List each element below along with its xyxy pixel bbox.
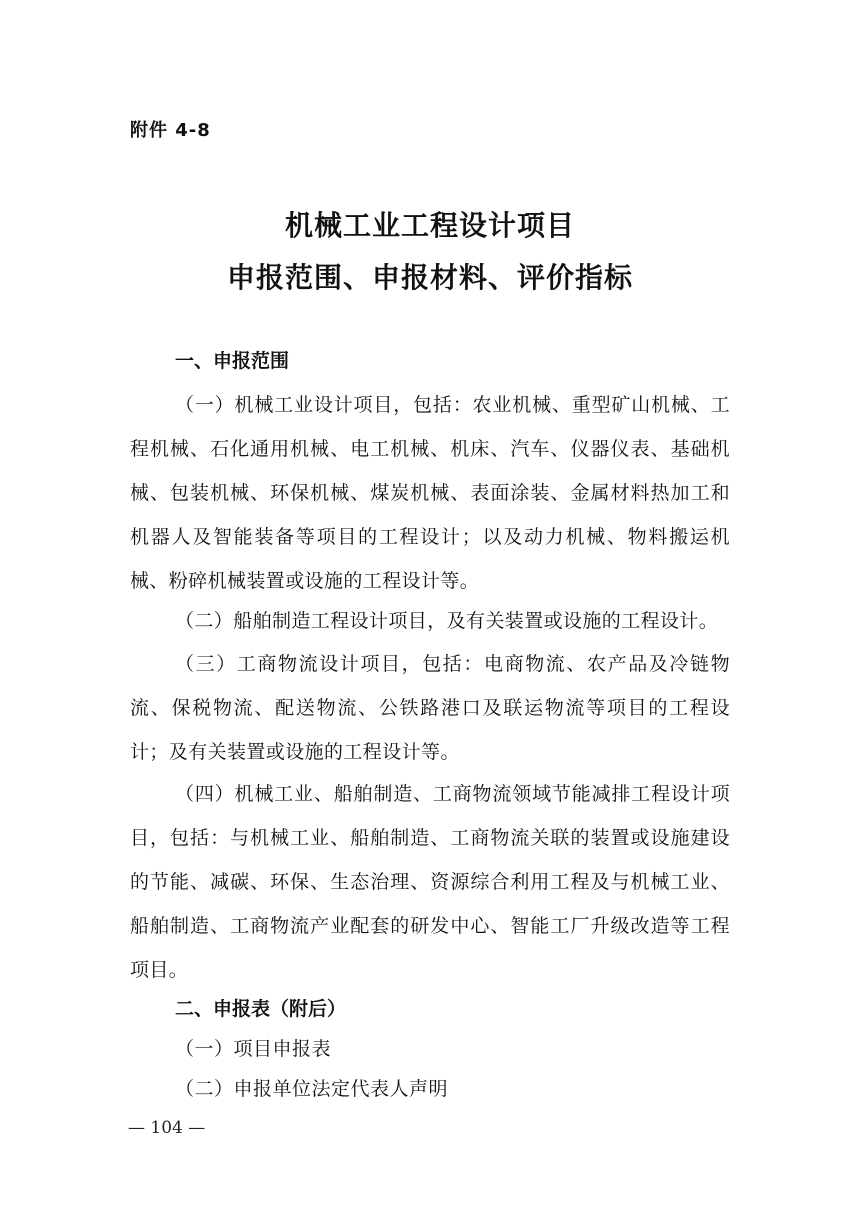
section2-item-2: （二）申报单位法定代表人声明 [175, 1078, 449, 1100]
page-number: — 104 — [128, 1118, 206, 1138]
section2-item-1: （一）项目申报表 [175, 1038, 332, 1060]
section1-paragraph-3: （三）工商物流设计项目，包括：电商物流、农产品及冷链物流、保税物流、配送物流、公铁路港口及联运物流等项目的工程设计；及有关装置或设施的工程设计等。 [130, 653, 730, 763]
section1-paragraph-1: （一）机械工业设计项目，包括：农业机械、重型矿山机械、工程机械、石化通用机械、电工机械、机床、汽车、仪器仪表、基础机械、包装机械、环保机械、煤炭机械、表面涂装、金属材料热加工和机器人及智能装备等项目的工程设计；以及动力机械、物料搬运机械、粉碎机械装置或设施的工程设计等。 [130, 394, 730, 592]
attachment-label: 附件 4-8 [130, 120, 211, 141]
document-title-line2: 申报范围、申报材料、评价指标 [226, 261, 633, 294]
section2-heading: 二、申报表（附后） [175, 998, 347, 1020]
section1-paragraph-2: （二）船舶制造工程设计项目，及有关装置或设施的工程设计。 [175, 610, 719, 632]
section1-paragraph-4: （四）机械工业、船舶制造、工商物流领域节能减排工程设计项目，包括：与机械工业、船舶制造、工商物流关联的装置或设施建设的节能、减碳、环保、生态治理、资源综合利用工程及与机械工业、船舶制造、工商物流产业配套的研发中心、智能工厂升级改造等工程项目。 [130, 783, 730, 981]
document-title-line1: 机械工业工程设计项目 [284, 209, 575, 242]
section1-heading: 一、申报范围 [175, 350, 290, 372]
